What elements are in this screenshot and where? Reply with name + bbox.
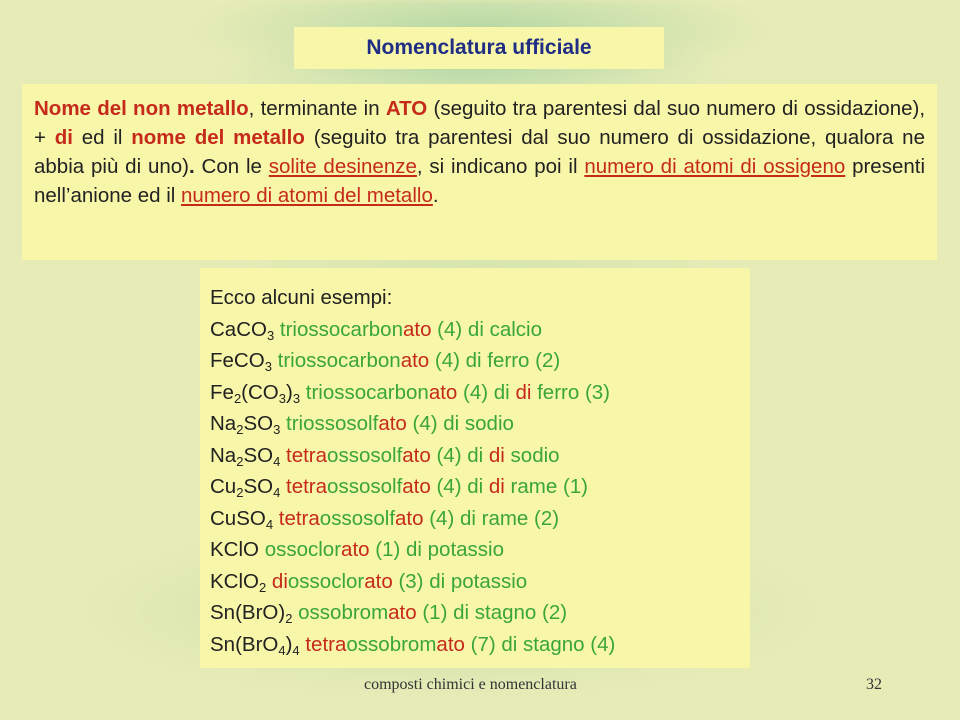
formula-text: KClO	[210, 569, 259, 593]
name-rest: (1) di potassio	[369, 538, 504, 561]
formula-subscript: 4	[265, 516, 274, 532]
def-text: Con le	[194, 155, 269, 178]
name-root: carbon	[338, 349, 401, 372]
def-text: (seguito tra parentesi dal suo numero di ossidazione, qualora ne abbia più di uno)	[34, 126, 925, 178]
name-osso: osso	[319, 506, 364, 530]
name-root: brom	[389, 632, 437, 656]
name-rest: (4) di rame (2)	[423, 506, 560, 530]
formula-text: SO	[243, 412, 274, 435]
name-di: di	[515, 380, 532, 404]
example-formula	[210, 538, 259, 561]
formula-subscript: 2	[236, 453, 244, 469]
name-root: carbon	[366, 380, 429, 404]
formula-text: CuSO	[210, 506, 266, 530]
def-nonmetal-name: Nome del non metallo	[34, 97, 249, 120]
formula-subscript: 3	[264, 359, 272, 374]
formula-text: Sn(BrO)	[210, 601, 286, 624]
name-suffix: ato	[388, 601, 417, 624]
example-name	[280, 318, 432, 341]
example-name	[298, 601, 417, 624]
example-formula	[210, 381, 300, 404]
name-suffix: ato	[400, 349, 430, 372]
formula-subscript: 2	[285, 611, 293, 626]
example-row	[210, 534, 740, 566]
formula-text: )	[285, 380, 293, 404]
name-root: clor	[308, 538, 342, 561]
name-rest: (1) di stagno (2)	[416, 601, 568, 624]
name-osso: osso	[346, 632, 390, 656]
def-text: (seguito tra parentesi dal suo numero di ossidazione), +	[34, 97, 926, 149]
def-ato: ATO	[385, 97, 428, 120]
name-di: di	[488, 475, 505, 498]
examples-heading: Ecco alcuni esempi:	[210, 286, 393, 309]
formula-subscript: 3	[278, 390, 286, 406]
formula-text: Cu	[210, 475, 237, 498]
example-name	[265, 538, 370, 561]
formula-subscript: 4	[278, 642, 286, 658]
name-rest: (4) di	[430, 443, 489, 467]
formula-subscript: 3	[273, 422, 281, 437]
example-formula	[210, 349, 272, 372]
name-suffix: ato	[402, 475, 431, 498]
def-metal-atoms: numero di atomi del metallo	[181, 184, 433, 207]
name-rest: (4) di	[430, 475, 489, 498]
example-name	[286, 475, 431, 498]
name-osso: osso	[327, 475, 371, 498]
name-di: di	[488, 443, 505, 467]
name-osso: osso	[294, 349, 339, 372]
example-name	[306, 381, 458, 404]
name-suffix: ato	[428, 380, 458, 404]
name-root: solf	[363, 506, 396, 530]
def-text: , si indicano poi il	[416, 155, 585, 178]
def-solite-desinenze: solite desinenze	[268, 155, 417, 178]
example-row	[210, 597, 740, 629]
name-prefix: tetra	[286, 475, 328, 498]
def-text: ed il	[72, 126, 132, 149]
example-name	[272, 570, 393, 593]
name-osso: osso	[298, 601, 342, 624]
def-period: .	[188, 155, 195, 178]
name-rest: ferro (3)	[531, 380, 611, 404]
name-root: carbon	[340, 317, 403, 341]
name-prefix: tetra	[286, 443, 328, 467]
example-formula	[210, 475, 280, 498]
name-root: solf	[370, 443, 403, 467]
example-row	[210, 503, 740, 535]
formula-text: Fe	[210, 380, 234, 404]
formula-text: Na	[210, 443, 237, 467]
def-text: .	[432, 184, 439, 207]
example-name	[305, 633, 465, 656]
formula-text: SO	[243, 475, 274, 498]
example-row	[210, 566, 740, 598]
name-root: clor	[331, 569, 365, 593]
name-prefix: tetra	[305, 632, 347, 656]
name-osso: osso	[287, 569, 332, 593]
name-rest: (4) di calcio	[431, 317, 542, 341]
name-rest: (4) di sodio	[406, 412, 514, 435]
name-osso: osso	[264, 538, 308, 561]
name-rest: rame (1)	[504, 475, 588, 498]
page-number: 32	[866, 676, 882, 693]
name-osso: osso	[296, 317, 341, 341]
def-di: di	[54, 126, 73, 149]
name-suffix: ato	[378, 412, 407, 435]
example-name	[279, 507, 424, 530]
slide-title	[294, 27, 664, 69]
name-prefix: di	[271, 569, 288, 593]
formula-text: SO	[243, 443, 274, 467]
formula-subscript: 2	[236, 485, 244, 500]
formula-text: CaCO	[210, 317, 267, 341]
formula-subscript: 2	[258, 579, 267, 595]
example-name	[286, 412, 407, 435]
formula-subscript: 3	[266, 327, 275, 343]
example-formula	[210, 633, 300, 656]
example-row	[210, 629, 740, 661]
name-prefix: tri	[277, 349, 295, 372]
def-metal-name: nome del metallo	[131, 126, 305, 149]
formula-text: Sn(BrO	[210, 632, 279, 656]
example-formula	[210, 412, 280, 435]
example-formula	[210, 601, 292, 624]
name-rest: (4) di ferro (2)	[429, 349, 561, 372]
name-rest: sodio	[504, 443, 560, 467]
example-row	[210, 408, 740, 440]
def-text: , terminante in	[248, 97, 386, 120]
name-suffix: ato	[402, 317, 432, 341]
formula-text: KClO	[210, 538, 259, 561]
example-row	[210, 440, 740, 472]
name-prefix: tri	[286, 412, 304, 435]
name-root: solf	[346, 412, 379, 435]
def-oxygen-atoms: numero di atomi di ossigeno	[584, 155, 846, 178]
name-root: solf	[370, 475, 403, 498]
name-suffix: ato	[402, 443, 431, 467]
footer-title: composti chimici e nomenclatura	[364, 676, 577, 693]
example-row	[210, 377, 740, 409]
example-row	[210, 471, 740, 503]
def-text: presenti nell’anione ed il	[34, 155, 926, 207]
examples-box	[200, 268, 750, 668]
name-rest: (3) di potassio	[392, 569, 528, 593]
example-row	[210, 314, 740, 346]
formula-subscript: 2	[236, 422, 244, 437]
example-formula	[210, 318, 274, 341]
example-formula	[210, 507, 273, 530]
name-prefix: tri	[279, 317, 297, 341]
formula-subscript: 4	[273, 485, 281, 500]
slide-title-text: Nomenclatura ufficiale	[366, 36, 592, 59]
name-prefix: tri	[305, 380, 323, 404]
example-formula	[210, 444, 280, 467]
example-name	[278, 349, 430, 372]
formula-subscript: 4	[292, 642, 300, 658]
formula-text: )	[285, 632, 293, 656]
name-osso: osso	[327, 443, 371, 467]
formula-subscript: 4	[273, 453, 281, 469]
name-osso: osso	[322, 380, 367, 404]
name-suffix: ato	[395, 506, 424, 530]
name-suffix: ato	[364, 569, 393, 593]
name-rest: (4) di	[457, 380, 516, 404]
example-formula	[210, 570, 266, 593]
formula-text: Na	[210, 412, 237, 435]
name-suffix: ato	[436, 632, 465, 656]
formula-text: (CO	[241, 380, 279, 404]
examples-list	[210, 314, 740, 661]
formula-text: FeCO	[210, 349, 265, 372]
example-name	[286, 444, 431, 467]
name-suffix: ato	[341, 538, 370, 561]
name-osso: osso	[303, 412, 347, 435]
name-prefix: tetra	[278, 506, 320, 530]
name-rest: (7) di stagno (4)	[464, 632, 616, 656]
example-row	[210, 345, 740, 377]
formula-subscript: 3	[292, 390, 301, 406]
name-root: brom	[341, 601, 389, 624]
formula-subscript: 2	[233, 390, 242, 406]
definition-box	[22, 84, 937, 260]
